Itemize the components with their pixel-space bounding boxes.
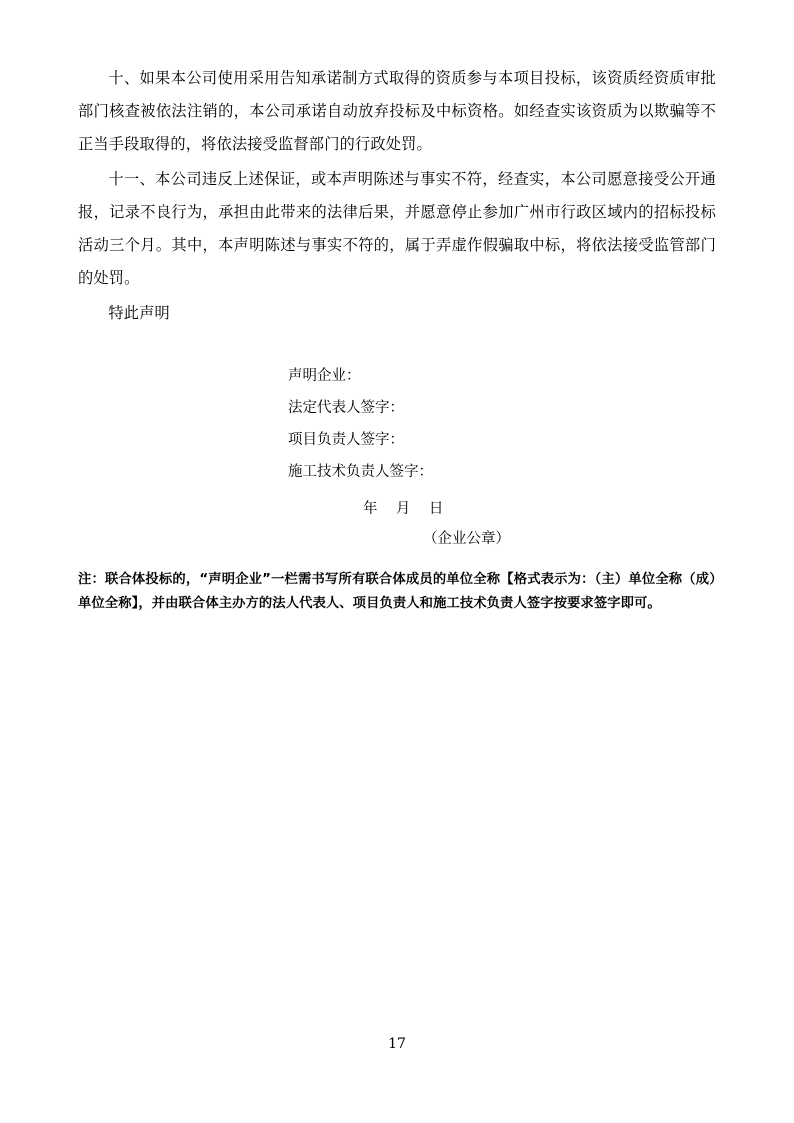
date-line: 年 月 日	[363, 501, 444, 517]
company-seal-label: （企业公章）	[423, 531, 510, 547]
signature-block	[78, 360, 716, 488]
closing-statement: 特此声明	[108, 304, 170, 322]
signature-line-company: 声明企业：	[288, 368, 361, 384]
paragraph-ten: 十、如果本公司使用采用告知承诺制方式取得的资质参与本项目投标，该资质经资质审批部门核查被依法注销的，本公司承诺自动放弃投标及中标资格。如经查实该资质为以欺骗等不正当手段取得的，将依法接受监督部门的行政处罚。	[78, 69, 716, 153]
paragraph-eleven: 十一、本公司违反上述保证，或本声明陈述与事实不符，经查实，本公司愿意接受公开通报，记录不良行为，承担由此带来的法律后果，并愿意停止参加广州市行政区域内的招标投标活动三个月。其中，本声明陈述与事实不符的，属于弄虚作假骗取中标，将依法接受监管部门的处罚。	[78, 170, 716, 287]
signature-line-project-manager: 项目负责人签字：	[288, 432, 404, 448]
signature-line-legal-representative: 法定代表人签字：	[288, 400, 404, 416]
footnote: 注：联合体投标的，“声明企业”一栏需书写所有联合体成员的单位全称【格式表示为：（主）单位全称（成）单位全称】，并由联合体主办方的法人代表人、项目负责人和施工技术负责人签字按要求签字即可。	[78, 572, 716, 611]
signature-line-technical-manager: 施工技术负责人签字：	[288, 464, 433, 480]
page-number: 17	[388, 1036, 406, 1052]
